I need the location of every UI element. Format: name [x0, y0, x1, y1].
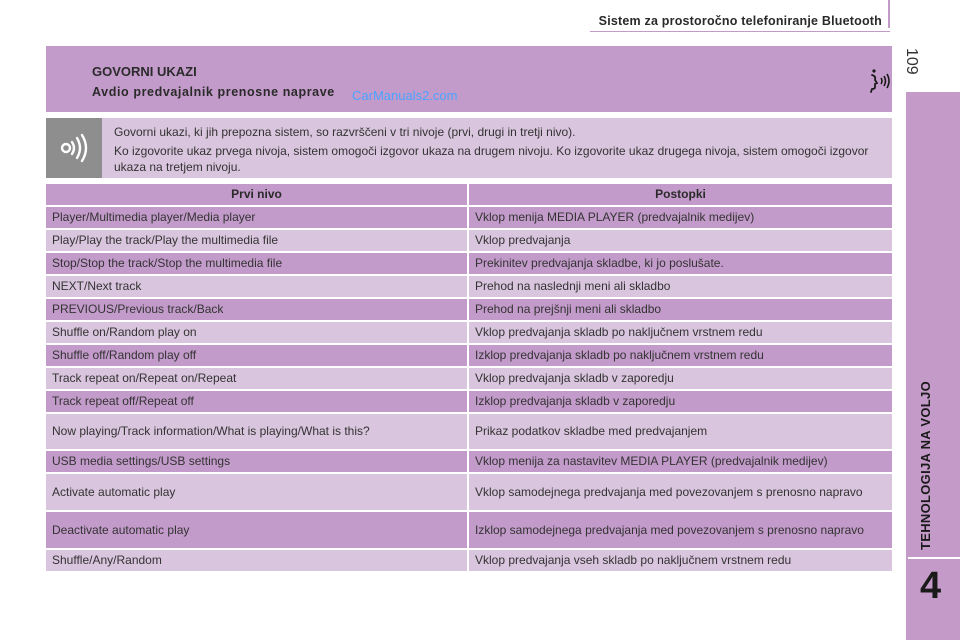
table-row	[46, 345, 892, 366]
table-cell-action: Izklop predvajanja skladb v zaporedju	[469, 391, 892, 412]
table-cell-command: Track repeat off/Repeat off	[46, 391, 467, 412]
chapter-number: 4	[920, 565, 942, 607]
table-cell-command: Stop/Stop the track/Stop the multimedia file	[46, 253, 467, 274]
table-row	[46, 276, 892, 297]
table-cell-command: Shuffle off/Random play off	[46, 345, 467, 366]
table-cell-command: Shuffle/Any/Random	[46, 550, 467, 571]
table-cell-action: Vklop predvajanja	[469, 230, 892, 251]
voice-command-icon	[866, 66, 896, 96]
page-header	[0, 0, 960, 36]
table-cell-action: Vklop predvajanja skladb v zaporedju	[469, 368, 892, 389]
info-box	[46, 118, 892, 178]
header-title: Sistem za prostoročno telefoniranje Bluetooth	[598, 14, 882, 28]
table-header-row	[46, 184, 892, 205]
table-cell-command: USB media settings/USB settings	[46, 451, 467, 472]
page-number: 109	[903, 48, 920, 75]
table-cell-action: Prikaz podatkov skladbe med predvajanjem	[469, 414, 892, 449]
info-paragraph: Ko izgovorite ukaz prvega nivoja, sistem omogoči izgovor ukaza na drugem nivoju. Ko izgovorite ukaz drugega nivoja, sistem omogoči izgovor ukaza na tretjem nivoju.	[114, 143, 869, 174]
table-cell-action: Izklop samodejnega predvajanja med povezovanjem s prenosno napravo	[469, 512, 892, 548]
table-header-cell: Postopki	[469, 184, 892, 205]
info-paragraph: Govorni ukazi, ki jih prepozna sistem, so razvrščeni v tri nivoje (prvi, drugi in tretji nivo).	[114, 125, 576, 139]
table-row	[46, 550, 892, 571]
table-cell-action: Vklop menija za nastavitev MEDIA PLAYER (predvajalnik medijev)	[469, 451, 892, 472]
table-cell-command: Now playing/Track information/What is playing/What is this?	[46, 414, 467, 449]
table-cell-command: PREVIOUS/Previous track/Back	[46, 299, 467, 320]
table-row	[46, 391, 892, 412]
table-cell-command: Shuffle on/Random play on	[46, 322, 467, 343]
header-divider	[888, 0, 890, 28]
section-title-box	[46, 46, 892, 112]
table-cell-action: Prehod na naslednji meni ali skladbo	[469, 276, 892, 297]
table-cell-command: Deactivate automatic play	[46, 512, 467, 548]
table-row	[46, 230, 892, 251]
table-cell-command: Activate automatic play	[46, 474, 467, 510]
table-row	[46, 451, 892, 472]
table-cell-command: Track repeat on/Repeat on/Repeat	[46, 368, 467, 389]
table-cell-action: Vklop predvajanja vseh skladb po naključnem vrstnem redu	[469, 550, 892, 571]
header-underline	[590, 31, 890, 32]
watermark-link[interactable]: CarManuals2.com	[352, 88, 458, 103]
table-row	[46, 368, 892, 389]
table-cell-action: Vklop menija MEDIA PLAYER (predvajalnik medijev)	[469, 207, 892, 228]
table-cell-action: Vklop predvajanja skladb po naključnem vrstnem redu	[469, 322, 892, 343]
info-icon-box	[46, 118, 102, 178]
table-cell-action: Prekinitev predvajanja skladbe, ki jo poslušate.	[469, 253, 892, 274]
table-row	[46, 414, 892, 449]
table-cell-command: NEXT/Next track	[46, 276, 467, 297]
table-row	[46, 474, 892, 510]
info-text	[114, 124, 884, 178]
table-row	[46, 299, 892, 320]
section-title: GOVORNI UKAZI	[92, 64, 197, 79]
table-cell-action: Prehod na prejšnji meni ali skladbo	[469, 299, 892, 320]
voice-commands-table	[46, 184, 892, 573]
side-tab-label: TEHNOLOGIJA NA VOLJO	[918, 381, 933, 550]
table-header-cell: Prvi nivo	[46, 184, 467, 205]
table-cell-command: Play/Play the track/Play the multimedia file	[46, 230, 467, 251]
table-cell-action: Vklop samodejnega predvajanja med povezovanjem s prenosno napravo	[469, 474, 892, 510]
table-row	[46, 207, 892, 228]
table-row	[46, 512, 892, 548]
table-cell-action: Izklop predvajanja skladb po naključnem vrstnem redu	[469, 345, 892, 366]
table-row	[46, 253, 892, 274]
table-row	[46, 322, 892, 343]
chapter-divider	[908, 557, 960, 559]
speaker-sound-icon	[58, 133, 90, 163]
table-cell-command: Player/Multimedia player/Media player	[46, 207, 467, 228]
section-subtitle: Avdio predvajalnik prenosne naprave	[92, 85, 335, 99]
